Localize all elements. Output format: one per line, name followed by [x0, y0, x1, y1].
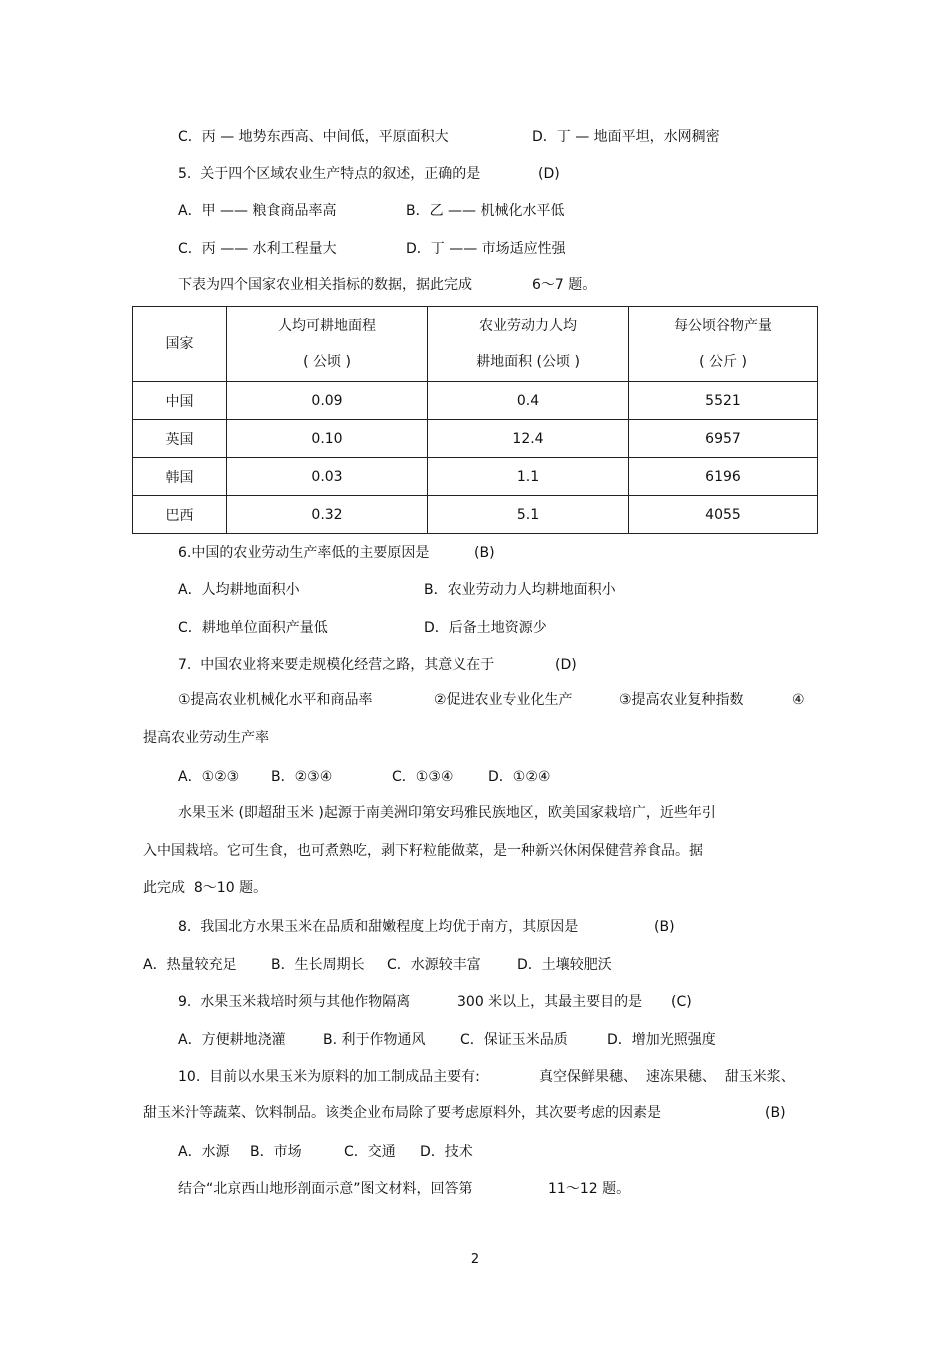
header-unit: ( 公斤 ): [699, 354, 747, 370]
q6-stem: 6.中国的农业劳动生产率低的主要原因是: [178, 545, 430, 561]
q9-option-d: D．增加光照强度: [607, 1032, 716, 1048]
table-cell: 英国: [133, 420, 227, 458]
q7-option-c: C．①③④: [392, 769, 454, 785]
q9-stem: 9. 水果玉米栽培时须与其他作物隔离: [178, 994, 411, 1010]
q7-statement-1: ①提高农业机械化水平和商品率: [178, 692, 373, 708]
q10-option-c: C．交通: [344, 1144, 396, 1160]
q5-option-b: B．乙 —— 机械化水平低: [406, 203, 565, 219]
q8-stem: 8. 我国北方水果玉米在品质和甜嫩程度上均优于南方，其原因是: [178, 919, 579, 935]
table-cell: 0.09: [227, 382, 428, 420]
table-cell: 0.4: [428, 382, 629, 420]
table-cell: 韩国: [133, 458, 227, 496]
q5-answer: (D): [538, 166, 560, 182]
passage-line-2: 入中国栽培。它可生食，也可煮熟吃，剥下籽粒能做菜，是一种新兴休闲保健营养食品。据: [143, 843, 703, 859]
q5-stem: 5. 关于四个区域农业生产特点的叙述，正确的是: [178, 166, 481, 182]
q8-option-b: B．生长周期长: [271, 957, 365, 973]
table-cell: 6196: [629, 458, 818, 496]
q9-option-a: A．方便耕地浇灌: [178, 1032, 286, 1048]
table-cell: 12.4: [428, 420, 629, 458]
q7-option-b: B．②③④: [271, 769, 333, 785]
q10-option-d: D．技术: [420, 1144, 473, 1160]
passage-line-3: 此完成 8～10 题。: [143, 880, 268, 896]
q7-option-a: A．①②③: [178, 769, 240, 785]
q7-answer: (D): [555, 657, 577, 673]
table-header-arable-land: [227, 307, 428, 382]
q6-option-d: D．后备土地资源少: [424, 620, 547, 636]
q10-answer: (B): [765, 1105, 786, 1121]
q5-option-d: D．丁 —— 市场适应性强: [406, 241, 566, 257]
header-unit: 耕地面积 (公顷 ): [476, 354, 580, 370]
q9-option-b: B. 利于作物通风: [323, 1032, 426, 1048]
q7-option-d: D．①②④: [488, 769, 551, 785]
q7-statement-4: 提高农业劳动生产率: [143, 730, 269, 746]
table-cell: 巴西: [133, 496, 227, 534]
table-cell: 5.1: [428, 496, 629, 534]
q10-stem-products: 真空保鲜果穗、 速冻果穗、 甜玉米浆、: [539, 1069, 795, 1085]
passage-line-1: 水果玉米 (即超甜玉米 )起源于南美洲印第安玛雅民族地区，欧美国家栽培广，近些年引: [178, 805, 716, 821]
table-cell: 6957: [629, 420, 818, 458]
q7-statement-4-marker: ④: [792, 692, 805, 708]
table-intro-range: 6～7 题。: [532, 277, 597, 293]
q7-statement-3: ③提高农业复种指数: [619, 692, 744, 708]
table-cell: 0.03: [227, 458, 428, 496]
q6-option-b: B．农业劳动力人均耕地面积小: [424, 582, 616, 598]
q8-option-d: D．土壤较肥沃: [517, 957, 612, 973]
q5-option-c: C．丙 —— 水利工程量大: [178, 241, 337, 257]
header-label: 农业劳动力人均: [479, 318, 577, 334]
q10-option-a: A．水源: [178, 1144, 230, 1160]
agriculture-data-table: [132, 306, 818, 534]
table-header-grain-yield: [629, 307, 818, 382]
q10-stem-line-2: 甜玉米汁等蔬菜、饮料制品。该类企业布局除了要考虑原料外，其次要考虑的因素是: [143, 1105, 661, 1121]
q6-answer: (B): [474, 545, 495, 561]
closing-instruction: 结合“北京西山地形剖面示意”图文材料，回答第: [178, 1181, 473, 1197]
header-label: 人均可耕地面程: [278, 318, 376, 334]
table-cell: 0.10: [227, 420, 428, 458]
table-cell: 5521: [629, 382, 818, 420]
q8-option-a: A．热量较充足: [143, 957, 237, 973]
q9-stem-distance: 300 米以上，其最主要目的是: [457, 994, 643, 1010]
table-row: [133, 496, 818, 534]
q8-answer: (B): [654, 919, 675, 935]
table-intro: 下表为四个国家农业相关指标的数据，据此完成: [178, 277, 472, 293]
table-cell: 4055: [629, 496, 818, 534]
header-label: 国家: [165, 336, 194, 352]
q9-option-c: C．保证玉米品质: [460, 1032, 568, 1048]
q9-answer: (C): [671, 994, 692, 1010]
header-unit: ( 公顷 ): [303, 354, 351, 370]
table-row: [133, 420, 818, 458]
q6-option-c: C．耕地单位面积产量低: [178, 620, 328, 636]
q5-option-a: A．甲 —— 粮食商品率高: [178, 203, 337, 219]
q7-stem: 7. 中国农业将来要走规模化经营之路，其意义在于: [178, 657, 495, 673]
table-cell: 中国: [133, 382, 227, 420]
header-label: 每公顷谷物产量: [674, 318, 772, 334]
q6-option-a: A．人均耕地面积小: [178, 582, 300, 598]
q10-option-b: B．市场: [250, 1144, 302, 1160]
q8-option-c: C．水源较丰富: [387, 957, 481, 973]
table-row: [133, 458, 818, 496]
q10-stem: 10. 目前以水果玉米为原料的加工制成品主要有:: [178, 1069, 480, 1085]
table-cell: 1.1: [428, 458, 629, 496]
q7-statement-2: ②促进农业专业化生产: [434, 692, 573, 708]
table-header-row: [133, 307, 818, 382]
table-header-country: [133, 307, 227, 382]
q4-option-c: C．丙 — 地势东西高、中间低，平原面积大: [178, 129, 449, 145]
page-number: 2: [470, 1252, 480, 1267]
table-row: [133, 382, 818, 420]
closing-range: 11～12 题。: [548, 1181, 631, 1197]
table-header-labor-land: [428, 307, 629, 382]
q4-option-d: D．丁 — 地面平坦，水网稠密: [532, 129, 720, 145]
table-cell: 0.32: [227, 496, 428, 534]
